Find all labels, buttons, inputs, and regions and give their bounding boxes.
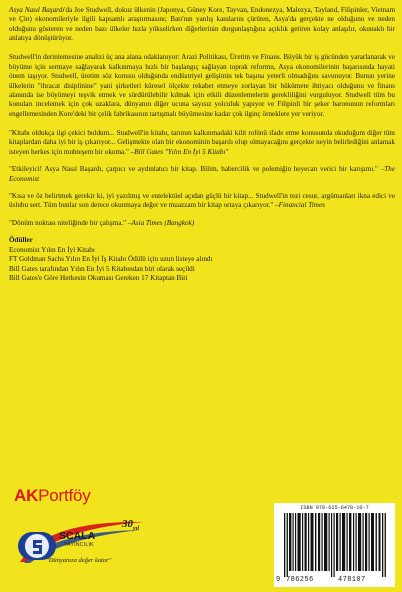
review-quotes: [9, 129, 395, 229]
anniversary-mark: $30_{yıl}$: [122, 518, 139, 533]
book-title: Asya Nasıl Başardı: [9, 6, 65, 14]
quote-source: –Bill Gates "Yılın En İyi 5 Kitabı": [130, 147, 229, 156]
quote-source: –Financial Times: [275, 201, 325, 210]
scala-slogan: "Dünyanıza değer katar": [46, 557, 112, 564]
award-item: FT Goldman Sachs Yılın En İyi İş Kitabı Ödülü için uzun listeye alındı: [9, 255, 213, 264]
scala-name: SCALA: [59, 530, 96, 542]
award-item: Bill Gates tarafından Yılın En İyi 5 Kitabından biri olarak seçildi: [9, 264, 195, 273]
award-item: Economist Yılın En İyi Kitabı: [9, 245, 95, 254]
intro-paragraph: [9, 6, 395, 44]
review-quote: "Kitabı oldukça ilgi çekici buldum... Studwell'in kitabı, tarımın kalkınmadaki kilit rolünü ifade etme konusunda okuduğum diğer tüm kitaplardan daha iyi bir iş çıkarıyor... Gelişmekte olan bir ekonominin başarılı olup olmayacağını gerçekte neyin belirlediğini anlamak isteyen herkes için muhteşem bir okuma." –Bill Gates "Yılın En İyi 5 Kitabı": [9, 128, 395, 156]
isbn-label: ISBN 978-625-6478-10-7: [300, 505, 369, 511]
award-item: Bill Gates'e Göre Herkesin Okuması Gereken 17 Kitaptan Biri: [9, 274, 188, 283]
scala-subtitle: YAYINCILIK: [64, 542, 94, 548]
awards-section: [9, 236, 395, 283]
back-cover-text: [9, 6, 395, 284]
isbn-barcode: ISBN 978-625-6478-10-7 9 786256 478107: [274, 503, 395, 587]
ak-portfoy-logo: AKPortföy: [14, 486, 91, 505]
quote-source: –Asia Times (Bangkok): [127, 218, 195, 227]
body-paragraph: Studwell'in derinlemesine analizi üç ana alana odaklanıyor: Arazi Politikası, Üretim ve Finans. Büyük bir iş gücünden yararlanarak ve büyüme için sermaye sağlayarak kalkınmaya hızlı bir başlangıç sağlayan toprak reformu, Asya ekonomilerinin başarısında hayati önem taşıyor. Studwell, üretim söz konusu olduğunda endüstriyel gelişimin tek başına yeterli olmadığını savunuyor. Bunun yerine ülkelerin "ihracat disiplinine" yani şirketleri küresel ölçekte rekabet etmeye zorlayan bir hükümete ihtiyacı olduğunu ve finans alanında ise büyümeyi teşvik etmek ve sürdürülebilir kılmak için etkili düzenlemelerin gerekliliğini vurguluyor. Studwell tüm bu konuları incelemek için çok uzaklara, dünyanın diğer ucuna sayısız yolculuk yapıyor ve Filipinli bir şeker baronunun reformları engellemesinden Kore'deki bir çelik fabrikasının tartışmalı büyümesine kadar çok ilginç örneklere yer veriyor.: [9, 53, 395, 118]
review-quote: "Kısa ve öz belirtmek gerekir ki, iyi yazılmış ve entelektüel açıdan güçlü bir kitap... Studwell'in tezi cesur, argümanları ikna edici ve üslubu sert. Tüm bunlar son derece okunmaya değer ve muazzam bir kitap ortaya çıkarıyor." –Financial Times: [9, 192, 395, 210]
intro-text: 'da Joe Studwell, dokuz ülkenin (Japonya, Güney Kore, Tayvan, Endonezya, Malezya, Tayland, Filipinler, Vietnam ve Çin) ekonomileriyle ilgili kapsamlı araştırmasını; Batı'nın yanlış kanılarını çürüten, Asya'da gerçekte ne olduğunu ve neden olduğunu gösteren ve neden bazı ülkeler hızla yükselirken diğerlerinin durgunlaştığına açıklık getiren kolay anlaşılır, okunaklı bir anlatıya dönüştürüyor.: [9, 6, 395, 43]
quote-source: –The Economist: [9, 165, 395, 183]
review-quote: "Etkileyici! Asya Nasıl Başardı, çarpıcı ve aydınlatıcı bir kitap. Bilim, habercilik ve polemiğin heyecan verici bir karışımı." –The Economist: [9, 165, 395, 183]
barcode-icon: [284, 513, 388, 577]
review-quote: "Dönüm noktası niteliğinde bir çalışma." –Asia Times (Bangkok): [9, 218, 195, 227]
scala-publisher-logo: [16, 518, 146, 570]
awards-title: Ödüller: [9, 236, 33, 245]
